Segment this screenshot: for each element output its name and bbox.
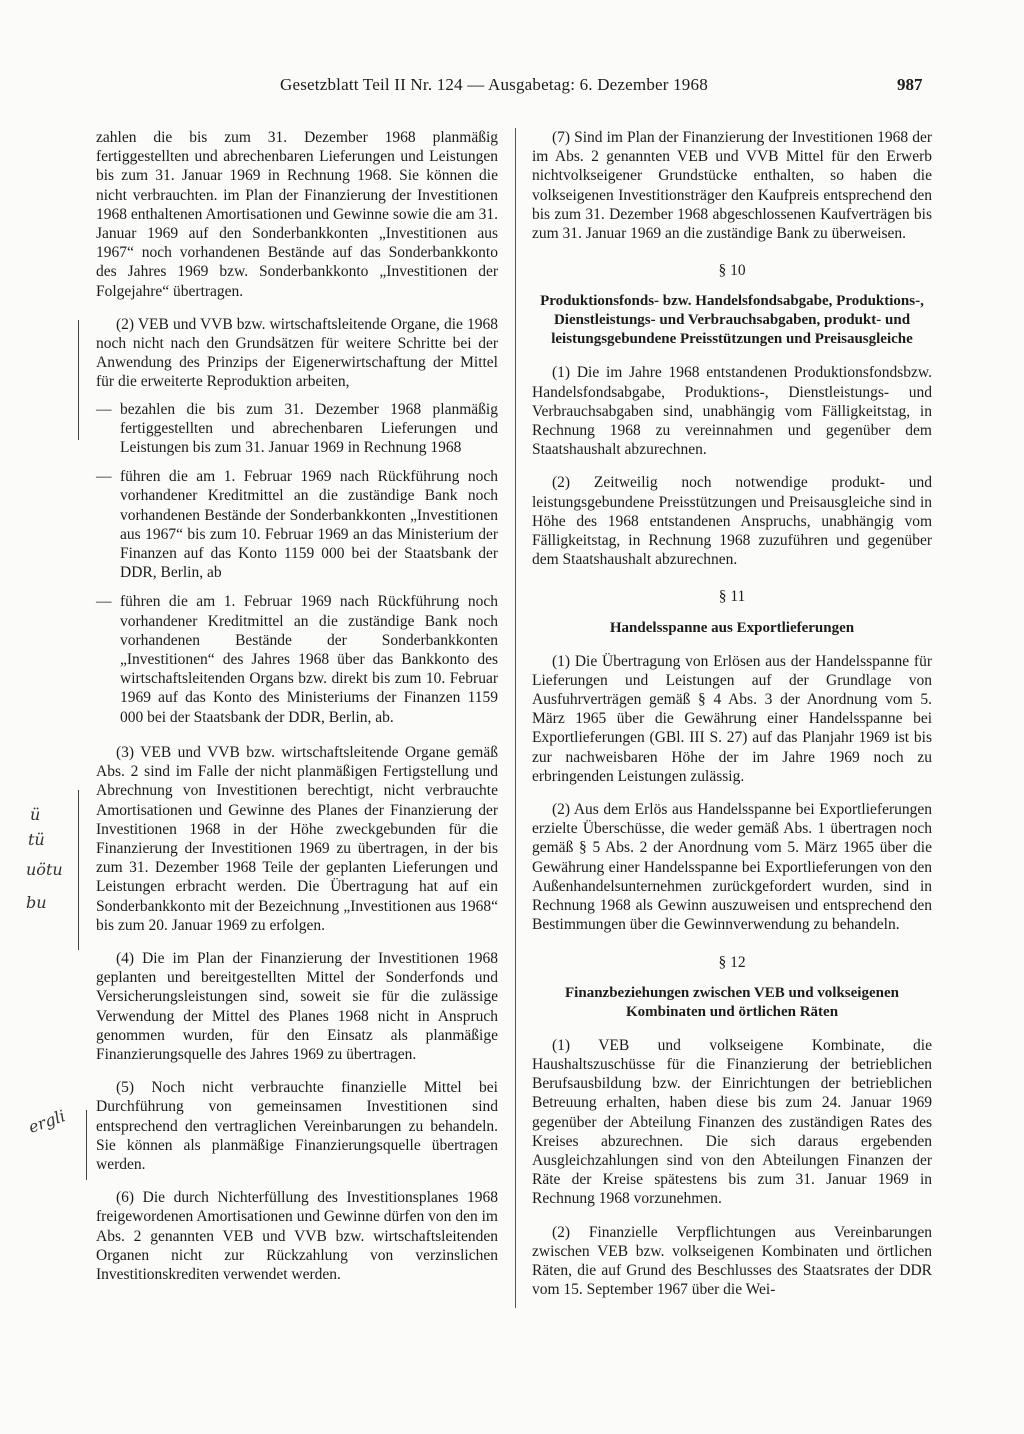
section-number: § 11 <box>718 588 746 606</box>
margin-bar <box>86 1110 87 1180</box>
right-column <box>532 128 932 1313</box>
section-number: § 10 <box>718 262 746 280</box>
left-column <box>96 128 498 1298</box>
paragraph: (1) Die im Jahre 1968 entstandenen Produktionsfondsbzw. Handelsfondsabgabe, Produktions-, Dienstleistungs- und Verbrauchsabgaben sind, unabhängig vom Fälligkeitstag, in Rechnung 1968 zu vereinnahmen und gegenüber dem Staatshaushalt abzurechnen. <box>532 364 932 459</box>
paragraph: zahlen die bis zum 31. Dezember 1968 planmäßig fertiggestellten und abrechenbaren Lieferungen und Leistungen bis zum 31. Januar 1969 in Rechnung 1968. Sie können die nicht verbrauchten. im Plan der Finanzierung der Investitionen 1968 enthaltenen Amortisationen und Gewinne sowie die am 31. Januar 1969 auf den Sonderbankkonten „Investitionen aus 1967“ noch vorhandenen Bestände auf das Sonderbankkonto des Jahres 1969 bzw. Sonderbankkonto „Investitionen der Folgejahre“ übertragen. <box>96 129 498 300</box>
margin-bar <box>78 790 79 950</box>
header-title: Gesetzblatt Teil II Nr. 124 — Ausgabetag: 6. Dezember 1968 <box>280 75 708 94</box>
paragraph: (2) VEB und VVB bzw. wirtschaftsleitende Organe, die 1968 noch nicht nach den Grundsätzen für weitere Schritte bei der Anwendung des Prinzips der Eigenerwirtschaftung der Mittel für die erweiterte Reproduktion arbeiten, <box>96 315 498 391</box>
handwritten-note: ergli <box>25 1106 68 1137</box>
handwritten-note: ü <box>30 805 41 824</box>
column-divider <box>515 128 516 1308</box>
paragraph: (4) Die im Plan der Finanzierung der Investitionen 1968 geplanten und bereitgestellten Mittel der Sonderfonds und Versicherungsleistungen sind, soweit sie für die zulässige Verwendung der Mittel des Planes 1968 nicht in Anspruch genommen wurden, für den Einsatz als planmäßige Finanzierungsquelle des Jahres 1969 zu übertragen. <box>96 949 498 1063</box>
section-number: § 12 <box>718 953 746 971</box>
paragraph: (7) Sind im Plan der Finanzierung der Investitionen 1968 der im Abs. 2 genannten VEB und VVB Mittel für den Erwerb nichtvolkseigener Grundstücke enthalten, so haben die volkseigenen Investitionsträger den Kaufpreis entsprechend den bis zum 31. Dezember 1968 abgeschlossenen Kaufverträgen bis zum 31. Januar 1969 an die zuständige Bank zu überweisen. <box>532 129 932 243</box>
handwritten-note: tü <box>28 830 45 849</box>
list-item-text: bezahlen die bis zum 31. Dezember 1968 planmäßig fertiggestellten und abrechenbaren Lieferungen und Leistungen bis zum 31. Januar 1969 in Rechnung 1968 <box>120 400 498 457</box>
paragraph: (2) Finanzielle Verpflichtungen aus Vereinbarungen zwischen VEB bzw. volkseigenen Kombinaten und örtlichen Räten, die auf Grund des Beschlusses des Staatsrates der DDR vom 15. September 1967 über die Wei- <box>532 1223 932 1299</box>
paragraph: (6) Die durch Nichterfüllung des Investitionsplanes 1968 freigewordenen Amortisationen und Gewinne dürfen von den im Abs. 2 genannten VEB und VVB bzw. wirtschaftsleitenden Organen nicht zur Rückzahlung von verzinslichen Investitionskrediten verwendet werden. <box>96 1189 498 1283</box>
dash-bullet: — <box>96 468 112 486</box>
paragraph: (3) VEB und VVB bzw. wirtschaftsleitende Organe gemäß Abs. 2 sind im Falle der nicht planmäßigen Fertigstellung und Abrechnung von Investitionen berechtigt, nicht verbrauchte Amortisationen und Gewinne des Planes der Finanzierung der Investitionen 1968 in der Höhe zweckgebunden für die Finanzierung der Investitionen 1969 zu übertragen, in der bis zum 31. Dezember 1968 Teile der geplanten Lieferungen und Leistungen erbracht werden. Die Übertragung hat auf ein Sonderbankkonto mit der Bezeichnung „Investitionen aus 1968“ bis zum 20. Januar 1969 zu erfolgen. <box>96 743 498 934</box>
paragraph: (1) VEB und volkseigene Kombinate, die Haushaltszuschüsse für die Finanzierung der betrieblichen Berufsausbildung bzw. der Einrichtungen der betrieblichen Betreuung erhalten, haben diese bis zum 24. Januar 1969 gegenüber der Abteilung Finanzen des zuständigen Rates des Kreises abzurechnen. Die sich daraus ergebenden Ausgleichzahlungen sind von den Abteilungen Finanzen der Räte der Kreise spätestens bis zum 31. Januar 1969 in Rechnung 1968 vorzunehmen. <box>532 1036 932 1208</box>
margin-bar <box>78 320 79 440</box>
section-title: Handelsspanne aus Exportlieferungen <box>609 619 855 636</box>
dash-bullet: — <box>96 400 112 418</box>
page-number: 987 <box>897 75 923 94</box>
handwritten-note: bu <box>26 893 47 912</box>
paragraph: (1) Die Übertragung von Erlösen aus der Handelsspanne für Lieferungen und Leistungen auf der Grundlage von Ausfuhrverträgen gemäß § 4 Abs. 3 der Anordnung vom 5. März 1965 über die Gewährung einer Handelsspanne bei Exportlieferungen (GBl. III S. 27) auf das Planjahr 1969 ist bis zur nachweisbaren Höhe der im Jahre 1969 noch zu erbringenden Leistungen zulässig. <box>532 652 932 785</box>
list-item-text: führen die am 1. Februar 1969 nach Rückführung noch vorhandener Kreditmittel an die zuständige Bank noch vorhandenen Bestände der Sonderbankkonten „Investitionen“ des Jahres 1968 über das Bankkonto des wirtschaftsleitenden Organs bzw. direkt bis zum 10. Februar 1969 auf das Konto des Ministeriums der Finanzen 1159 000 bei der Staatsbank der DDR, Berlin, ab. <box>120 593 498 726</box>
list-item <box>96 400 498 458</box>
handwritten-note: uötu <box>26 860 63 879</box>
dash-bullet: — <box>96 593 112 611</box>
section-title: Produktionsfonds- bzw. Handelsfondsabgabe, Produktions-, Dienstleistungs- und Verbrauchsabgaben, produkt- und leistungsgebundene Preisstützungen und Preisausgleiche <box>540 293 924 348</box>
section-title: Finanzbeziehungen zwischen VEB und volkseigenen Kombinaten und örtlichen Räten <box>565 984 899 1020</box>
list-item <box>96 467 498 582</box>
paragraph: (5) Noch nicht verbrauchte finanzielle Mittel bei Durchführung von gemeinsamen Investitionen sind entsprechend den vertraglichen Vereinbarungen zu behandeln. Sie können als planmäßige Finanzierungsquelle übertragen werden. <box>96 1079 498 1173</box>
list-item <box>96 592 498 726</box>
page-header <box>0 75 1024 99</box>
paragraph: (2) Zeitweilig noch notwendige produkt- und leistungsgebundene Preisstützungen und Preisausgleiche sind in Höhe des 1968 entstandenen Anspruchs, unabhängig vom Fälligkeitstag, in Rechnung 1968 zuzuführen und gegenüber dem Staatshaushalt abzurechnen. <box>532 474 932 569</box>
list-item-text: führen die am 1. Februar 1969 nach Rückführung noch vorhandener Kreditmittel an die zuständige Bank noch vorhandenen Bestände der Sonderbankkonten „Investitionen aus 1967“ bis zum 10. Februar 1969 an das Ministerium der Finanzen auf das Konto 1159 000 bei der Staatsbank der DDR, Berlin, ab <box>120 468 498 582</box>
paragraph: (2) Aus dem Erlös aus Handelsspanne bei Exportlieferungen erzielte Überschüsse, die weder gemäß Abs. 1 übertragen noch gemäß § 5 Abs. 2 der Anordnung vom 5. März 1965 über die Gewährung einer Handelsspanne bei Exportlieferungen von den Außenhandelsunternehmen zurückgefordert wurden, sind in Rechnung 1968 als Gewinn auszuweisen und entsprechend den Bestimmungen über die Gewinnverwendung zu behandeln. <box>532 801 932 934</box>
